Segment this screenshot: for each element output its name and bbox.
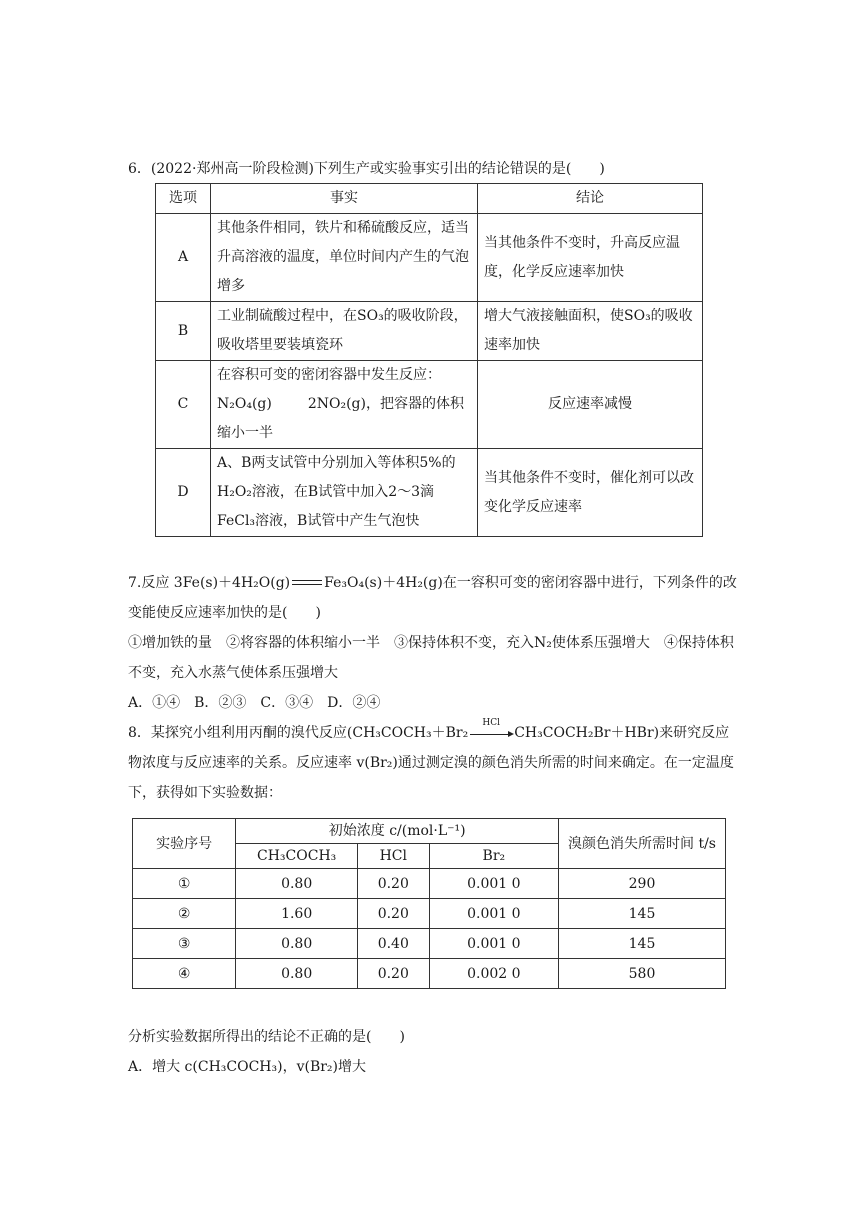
table-row [133,899,726,929]
cell: 0.80 [236,869,358,899]
question-6-stem: 6．(2022·郑州高一阶段检测)下列生产或实验事实引出的结论错误的是( ) [128,161,605,177]
conclusion-cell: 当其他条件不变时，升高反应温度，化学反应速率加快 [478,214,703,302]
cell: 290 [559,869,726,899]
cell: 145 [559,929,726,959]
question-6-table [155,183,703,537]
cell: 0.001 0 [429,899,558,929]
subheader-br2: Br₂ [429,844,558,869]
cell: 0.002 0 [429,959,558,989]
cell: ② [133,899,236,929]
cell: 0.001 0 [429,929,558,959]
table-row [156,449,703,537]
equilibrium-arrow-icon [272,397,308,411]
header-experiment-id: 实验序号 [133,819,236,869]
cell: ③ [133,929,236,959]
cell: 1.60 [236,899,358,929]
table-row [156,361,703,449]
equilibrium-arrow-icon [290,576,324,590]
cell: 0.80 [236,959,358,989]
conclusion-cell: 当其他条件不变时，催化剂可以改变化学反应速率 [478,449,703,537]
cell: 580 [559,959,726,989]
table-row [133,869,726,899]
cell: 0.20 [357,899,429,929]
option-label: B [156,302,211,361]
table-row [133,929,726,959]
fact-text-post: 2NO₂(g)，把容器的体积缩小一半 [217,396,464,441]
question-7 [128,568,740,718]
stem-post: Fe₃O₄(s)＋4H₂(g)在一容积可变的密闭容器中进行，下列条件的改变能使反应速率加快的是( ) [128,575,737,621]
question-8-stem [128,718,740,808]
catalyst-label: HCl [482,718,501,728]
catalyst-arrow-icon [468,718,514,742]
question-7-options: A．①④ B．②③ C．③④ D．②④ [128,695,381,711]
option-label: D [156,449,211,537]
cell: ① [133,869,236,899]
question-7-conditions: ①增加铁的量 ②将容器的体积缩小一半 ③保持体积不变，充入N₂使体系压强增大 ④保持体积不变，充入水蒸气使体系压强增大 [128,635,734,681]
question-8-table [132,818,726,989]
question-7-stem [128,568,740,628]
cell: 0.20 [357,959,429,989]
header-time: 溴颜色消失所需时间 t/s [559,819,726,869]
cell: 0.20 [357,869,429,899]
fact-text-pre: 在容积可变的密闭容器中发生反应：N₂O₄(g) [217,367,441,412]
cell: ④ [133,959,236,989]
header-concentration: 初始浓度 c/(mol·L⁻¹) [236,819,559,844]
conclusion-cell: 增大气液接触面积，使SO₃的吸收速率加快 [478,302,703,361]
cell: 0.001 0 [429,869,558,899]
stem-post: CH₃COCH₂Br＋HBr)来研究反应物浓度与反应速率的关系。反应速率 v(Br₂)通过测定溴的颜色消失所需的时间来确定。在一定温度下，获得如下实验数据： [128,725,734,801]
table-header-conclusion: 结论 [478,184,703,214]
table-header-fact: 事实 [211,184,478,214]
table-row [156,302,703,361]
conclusion-cell: 反应速率减慢 [478,361,703,449]
fact-cell: 其他条件相同，铁片和稀硫酸反应，适当升高溶液的温度，单位时间内产生的气泡增多 [211,214,478,302]
question-8-analysis [128,1022,740,1082]
table-header-option: 选项 [156,184,211,214]
stem-pre: 8．某探究小组利用丙酮的溴代反应(CH₃COCH₃＋Br₂ [128,725,469,741]
option-label: C [156,361,211,449]
cell: 145 [559,899,726,929]
cell: 0.40 [357,929,429,959]
subheader-acetone: CH₃COCH₃ [236,844,358,869]
option-label: A [156,214,211,302]
fact-cell [211,361,478,449]
stem-pre: 7.反应 3Fe(s)＋4H₂O(g) [128,575,291,591]
fact-cell: 工业制硫酸过程中，在SO₃的吸收阶段，吸收塔里要装填瓷环 [211,302,478,361]
fact-cell: A、B两支试管中分别加入等体积5%的H₂O₂溶液，在B试管中加入2～3滴FeCl₃溶液，B试管中产生气泡快 [211,449,478,537]
table-row [133,959,726,989]
table-row [156,214,703,302]
subheader-hcl: HCl [357,844,429,869]
cell: 0.80 [236,929,358,959]
analysis-text: 分析实验数据所得出的结论不正确的是( ) [128,1029,405,1045]
option-a: A．增大 c(CH₃COCH₃)，v(Br₂)增大 [128,1059,367,1075]
